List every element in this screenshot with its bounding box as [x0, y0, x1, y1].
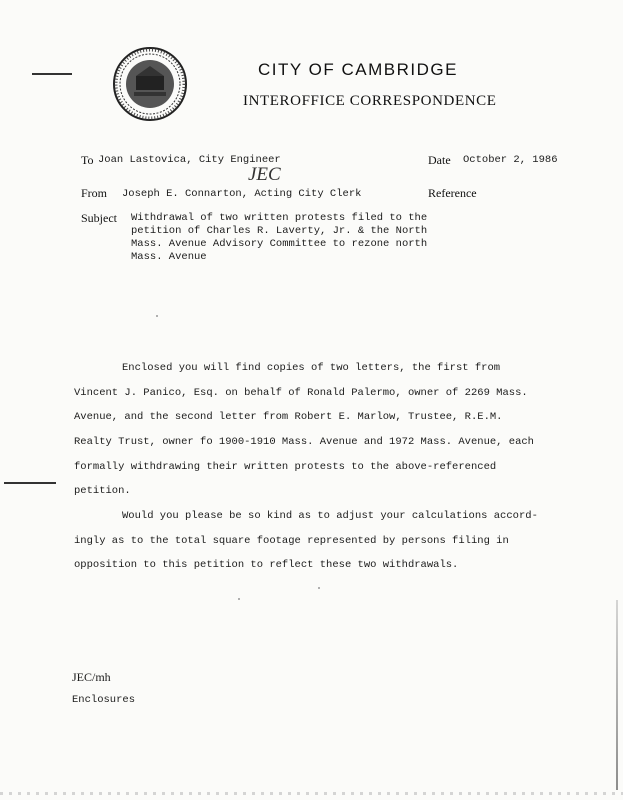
from-value: Joseph E. Connarton, Acting City Clerk [122, 188, 362, 200]
body-line: ingly as to the total square footage represented by persons filing in [74, 535, 509, 547]
from-label: From [81, 186, 108, 200]
body-line: formally withdrawing their written protests to the above-referenced [74, 461, 497, 473]
subject-line: petition of Charles R. Laverty, Jr. & the North [131, 225, 428, 237]
scan-speck [156, 315, 158, 317]
bottom-edge-mark [0, 792, 623, 795]
body-line: opposition to this petition to reflect these two withdrawals. [74, 559, 459, 571]
subject-line: Mass. Avenue Advisory Committee to rezone north [131, 238, 428, 250]
margin-mark [4, 482, 56, 484]
to-value: Joan Lastovica, City Engineer [98, 154, 281, 166]
subject-line: Mass. Avenue [131, 251, 207, 263]
to-label: To [81, 153, 94, 167]
body-line: Vincent J. Panico, Esq. on behalf of Ronald Palermo, owner of 2269 Mass. [74, 387, 528, 399]
margin-mark [32, 73, 72, 75]
reference-label: Reference [428, 186, 477, 200]
body-line: Avenue, and the second letter from Robert E. Marlow, Trustee, R.E.M. [74, 411, 503, 423]
enclosures-note: Enclosures [72, 694, 136, 706]
subject-line: Withdrawal of two written protests filed to the [131, 212, 428, 224]
city-title: CITY OF CAMBRIDGE [258, 60, 458, 79]
typist-initials: JEC/mh [72, 670, 111, 684]
scan-speck [318, 587, 320, 589]
handwritten-initials: JEC [248, 164, 281, 185]
city-seal-icon [112, 46, 188, 122]
subject-label: Subject [81, 211, 117, 225]
scan-speck [238, 598, 240, 600]
subject-text [131, 212, 427, 264]
body-line: Enclosed you will find copies of two letters, the first from [122, 362, 501, 374]
body-line: petition. [74, 485, 131, 497]
body-line: Would you please be so kind as to adjust your calculations accord- [122, 510, 538, 522]
date-label: Date [428, 153, 451, 167]
date-value: October 2, 1986 [463, 154, 558, 166]
body-line: Realty Trust, owner fo 1900-1910 Mass. Avenue and 1972 Mass. Avenue, each [74, 436, 534, 448]
memo-type-title: INTEROFFICE CORRESPONDENCE [243, 93, 497, 109]
right-edge-mark [616, 600, 618, 790]
